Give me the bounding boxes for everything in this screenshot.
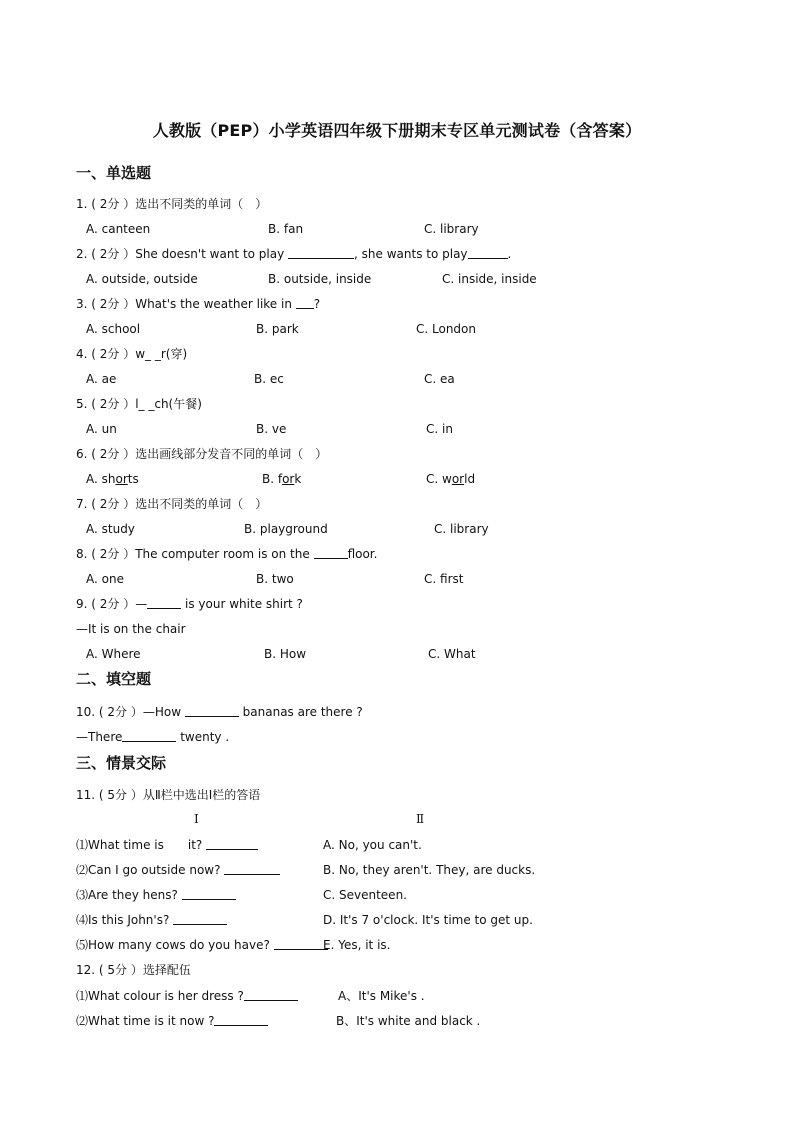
q11-answer-a: A. No, you can't.	[323, 838, 422, 852]
section-single-choice: 一、单选题	[76, 164, 152, 182]
q2-option-a: A. outside, outside	[86, 272, 198, 286]
q6-option-c: C. world	[426, 472, 476, 486]
q11-blank-1	[206, 837, 258, 850]
q11-column-2-header: Ⅱ	[416, 812, 425, 826]
q6-underlined-c: or	[451, 472, 465, 486]
q12-blank-2	[214, 1013, 268, 1026]
q8-stem: 8. ( 2分 ）The computer room is on the floor.	[76, 547, 378, 561]
q8-option-a: A. one	[86, 572, 124, 586]
q11-answer-b: B. No, they aren't. They, are ducks.	[323, 863, 536, 877]
q4-option-b: B. ec	[254, 372, 284, 386]
q8-option-c: C. first	[424, 572, 464, 586]
q12-blank-1	[244, 988, 298, 1001]
q5-option-a: A. un	[86, 422, 117, 436]
q11-item-4: ⑷Is this John's?	[76, 912, 227, 928]
q5-stem: 5. ( 2分 ）l_ _ch(午餐)	[76, 397, 202, 411]
q4-option-a: A. ae	[86, 372, 117, 386]
q11-column-1-header: Ⅰ	[194, 812, 199, 826]
q3-blank	[296, 296, 314, 309]
q8-option-b: B. two	[256, 572, 294, 586]
q8-blank	[314, 546, 348, 559]
q7-option-c: C. library	[434, 522, 489, 536]
q3-option-a: A. school	[86, 322, 141, 336]
q3-option-b: B. park	[256, 322, 299, 336]
q12-item-1: ⑴What colour is her dress ?	[76, 988, 298, 1004]
section-fill-in: 二、填空题	[76, 670, 152, 688]
q2-option-b: B. outside, inside	[268, 272, 372, 286]
q9-answer-line: —It is on the chair	[76, 622, 186, 636]
q7-option-b: B. playground	[244, 522, 328, 536]
q12-answer-a: A、It's Mike's .	[338, 989, 425, 1003]
q1-option-b: B. fan	[268, 222, 304, 236]
page-title: 人教版（PEP）小学英语四年级下册期末专区单元测试卷（含答案）	[152, 121, 642, 140]
q11-item-1: ⑴What time is it?	[76, 837, 258, 853]
q11-item-5: ⑸How many cows do you have?	[76, 937, 328, 953]
q11-item-2: ⑵Can I go outside now?	[76, 862, 280, 878]
q2-blank-2	[468, 246, 508, 259]
q1-option-a: A. canteen	[86, 222, 151, 236]
q11-blank-3	[182, 887, 236, 900]
q6-option-a: A. shorts	[86, 472, 139, 486]
q12-stem: 12. ( 5分 ）选择配伍	[76, 963, 191, 977]
q1-stem: 1. ( 2分 ）选出不同类的单词（ ）	[76, 197, 268, 211]
q6-underlined-a: or	[115, 472, 128, 486]
q9-option-b: B. How	[264, 647, 307, 661]
q4-option-c: C. ea	[424, 372, 455, 386]
q6-option-b: B. fork	[262, 472, 302, 486]
q11-answer-e: E. Yes, it is.	[323, 938, 391, 952]
q11-answer-c: C. Seventeen.	[323, 888, 407, 902]
q11-blank-2	[224, 862, 280, 875]
q3-stem: 3. ( 2分 ）What's the weather like in ?	[76, 297, 321, 311]
q10-blank-2	[122, 729, 176, 742]
q7-option-a: A. study	[86, 522, 135, 536]
q9-option-a: A. Where	[86, 647, 141, 661]
q10-blank-1	[185, 704, 239, 717]
q2-blank-1	[288, 246, 354, 259]
q11-blank-5	[274, 937, 328, 950]
q5-option-c: C. in	[426, 422, 453, 436]
q10-stem: 10. ( 2分 ）—How bananas are there ?	[76, 705, 363, 719]
q2-stem: 2. ( 2分 ）She doesn't want to play , she wants to play .	[76, 247, 512, 261]
q11-stem: 11. ( 5分 ）从Ⅱ栏中选出Ⅰ栏的答语	[76, 788, 261, 802]
q9-option-c: C. What	[428, 647, 476, 661]
q2-option-c: C. inside, inside	[442, 272, 537, 286]
q7-stem: 7. ( 2分 ）选出不同类的单词（ ）	[76, 497, 268, 511]
q12-answer-b: B、It's white and black .	[336, 1014, 481, 1028]
q10-line-2: —There twenty .	[76, 730, 230, 744]
q4-stem: 4. ( 2分 ）w_ _r(穿)	[76, 347, 188, 361]
q9-blank	[147, 596, 181, 609]
q6-underlined-b: or	[282, 472, 295, 486]
q12-item-2: ⑵What time is it now ?	[76, 1013, 268, 1029]
section-situational: 三、情景交际	[76, 754, 167, 772]
q9-stem: 9. ( 2分 ）— is your white shirt ?	[76, 597, 303, 611]
q1-option-c: C. library	[424, 222, 479, 236]
q11-answer-d: D. It's 7 o'clock. It's time to get up.	[323, 913, 533, 927]
q3-option-c: C. London	[416, 322, 476, 336]
q11-blank-4	[173, 912, 227, 925]
q11-item-3: ⑶Are they hens?	[76, 887, 236, 903]
q5-option-b: B. ve	[256, 422, 287, 436]
q6-stem: 6. ( 2分 ）选出画线部分发音不同的单词（ ）	[76, 447, 328, 461]
